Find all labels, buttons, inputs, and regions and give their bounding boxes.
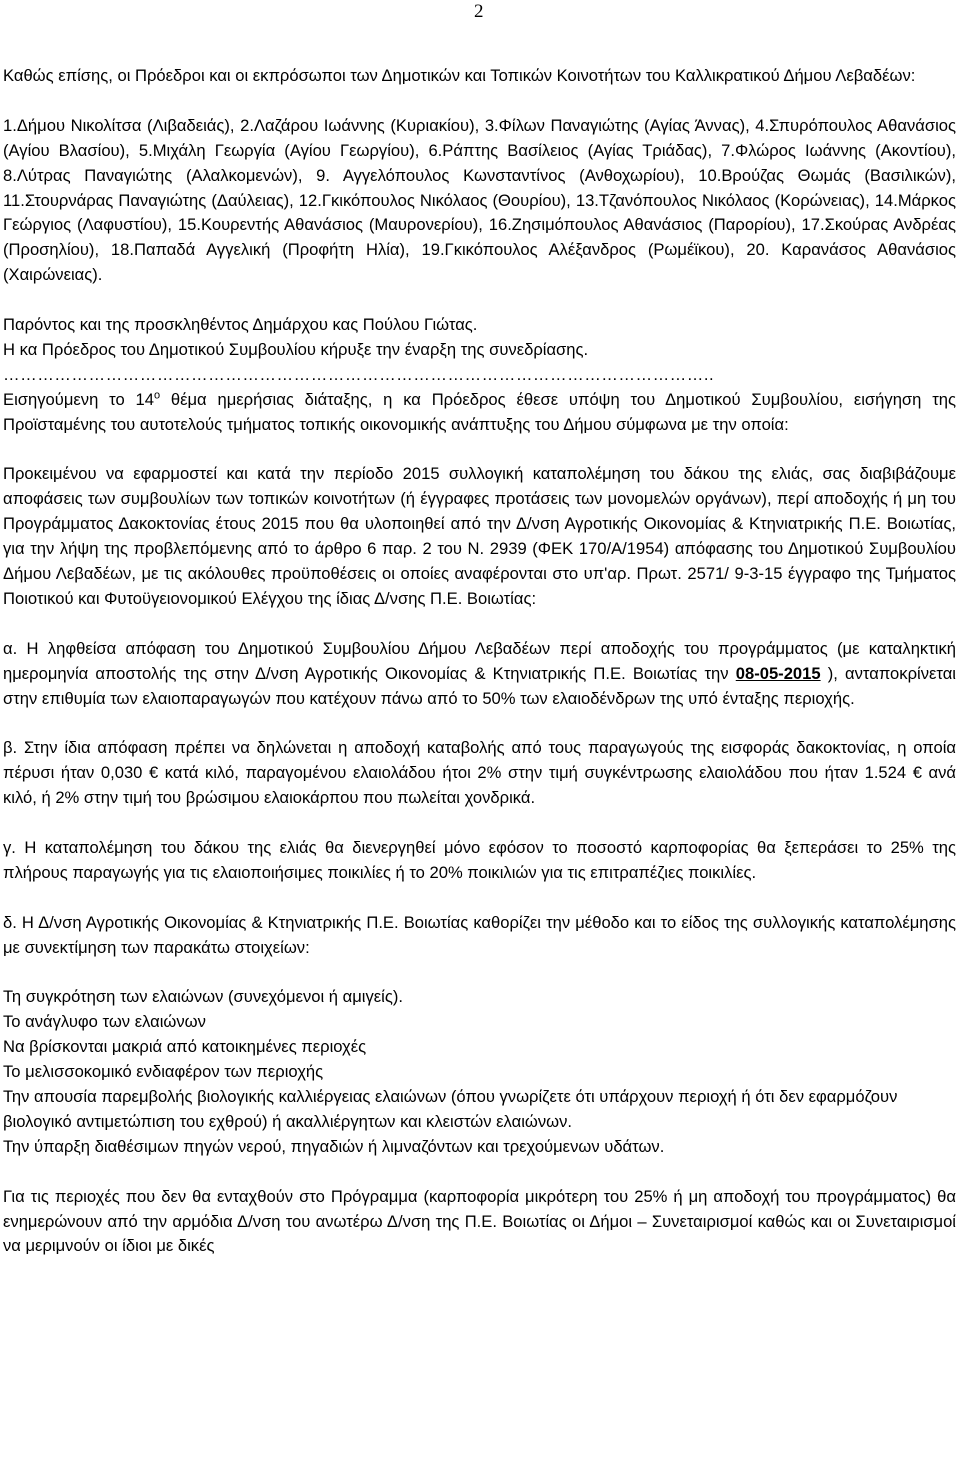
page-number: 2 (474, 1, 484, 22)
document-body (3, 64, 956, 1259)
spacer (3, 886, 956, 911)
topic-text-end: θέμα ημερήσιας διάταξης, η κα Πρόεδρος έθεσε υπόψη του Δημοτικού Συμβουλίου, εισήγηση της Προϊσταμένης του αυτοτελούς τμήματος τοπικής οικονομικής ανάπτυξης του Δήμου σύμφωνα με την οποία: (3, 389, 956, 434)
dots-separator: …………………………………………………………………………………………………………….. (3, 364, 715, 384)
point-a-date: 08-05-2015 (735, 663, 821, 683)
topic-paragraph (3, 388, 956, 438)
attendees-list: 1.Δήμου Νικολίτσα (Λιβαδειάς), 2.Λαζάρου Ιωάννης (Κυριακίου), 3.Φίλων Παναγιώτης (Αγίας Άννας), 4.Σπυρόπουλος Αθανάσιος (Αγίου Βλασίου), 5.Μιχάλη Γεωργία (Αγίου Γεωργίου), 6.Ράπτης Βασίλειος (Αγίας Τριάδας), 7.Φλώρος Ιωάννης (Ακοντίου), 8.Λύτρας Παναγιώτης (Αλαλκομενών), 9. Αγγελόπουλος Κωνσταντίνος (Ανθοχωρίου), 10.Βρούζας Θωμάς (Βασιλικών), 11.Στουρνάρας Παναγιώτης (Δαύλειας), 12.Γκικόπουλος Νικόλαος (Θουρίου), 13.Τζανόπουλος Νικόλαος (Κορώνειας), 14.Μάρκος Γεώργιος (Λαφυστίου), 15.Κουρεντής Αθανάσιος (Μαυρονερίου), 16.Ζησιμόπουλος Αθανάσιος (Παρορίου), 17.Σκούρας Ανδρέας (Προσηλίου), 18.Παπαδά Αγγελική (Προφήτη Ηλία), 19.Γκικόπουλος Αλέξανδρος (Ρωμέϊκου), 20. Καρανάσος Αθανάσιος (Χαιρώνειας). (3, 115, 956, 285)
point-c: γ. Η καταπολέμηση του δάκου της ελιάς θα διενεργηθεί μόνο εφόσον το ποσοστό καρποφορίας θα ξεπεράσει το 25% της πλήρους παραγωγής για τις ελαιοπoιήσιμες ποικιλίες ή το 20% ποικιλιών για τις επιτραπέζιες ποικιλίες. (3, 838, 956, 882)
intro-paragraph: Προκειμένου να εφαρμοστεί και κατά την περίοδο 2015 συλλογική καταπολέμηση του δάκου της ελιάς, σας διαβιβάζουμε αποφάσεις των συμβουλίων των τοπικών κοινοτήτων (ή έγγραφες προτάσεις των μονομελών οργάνων), περί αποδοχής ή μη του Προγράμματος Δακοκτονίας έτους 2015 που θα υλοποιηθεί από την Δ/νση Αγροτικής Οικονομίας & Κτηνιατρικής Π.Ε. Βοιωτίας, για την λήψη της προβλεπόμενης από το άρθρο 6 παρ. 2 του Ν. 2939 (ΦΕΚ 170/Α/1954) απόφασης του Δημοτικού Συμβουλίου Δήμου Λεβαδέων, με τις ακόλουθες προϋποθέσεις οι οποίες αναφέρονται στο υπ'αρ. Πρωτ. 2571/ 9-3-15 έγγραφο της Τμήματος Ποιοτικού και Φυτοϋγειονομικού Ελέγχου της ίδιας Δ/νσης Π.Ε. Βοιωτίας: (3, 464, 956, 608)
spacer (3, 1160, 956, 1185)
topic-ordinal: ο (153, 389, 161, 402)
point-d: δ. Η Δ/νση Αγροτικής Οικονομίας & Κτηνιατρικής Π.Ε. Βοιωτίας καθορίζει την μέθοδο και το είδος της συλλογικής καταπολέμησης με συνεκτίμηση των παρακάτω στοιχείων: (3, 912, 956, 957)
criterion-item: Τη συγκρότηση των ελαιώνων (συνεχόμενοι ή αμιγείς). (3, 987, 403, 1007)
spacer (3, 961, 956, 986)
point-a-text: α. Η ληφθείσα απόφαση του Δημοτικού Συμβουλίου Δήμου Λεβαδέων περί αποδοχής του προγράμματος (με καταληκτική ημερομηνία αποστολής της στην Δ/νση Αγροτικής Οικονομίας & Κτηνιατρικής Π.Ε. Βοιωτίας την (3, 638, 956, 683)
attendees-intro: Καθώς επίσης, οι Πρόεδροι και οι εκπρόσωποι των Δημοτικών και Τοπικών Κοινοτήτων του Καλλικρατικού Δήμου Λεβαδέων: (3, 66, 916, 85)
criterion-item: Το ανάγλυφο των ελαιώνων (3, 1012, 206, 1032)
topic-text-start: Εισηγούμενη το 14 (3, 389, 154, 409)
closing-paragraph: Για τις περιοχές που δεν θα ενταχθούν στο Πρόγραμμα (καρποφορία μικρότερη του 25% ή μη αποδοχή του προγράμματος) θα ενημερώνουν από την αρμόδια Δ/νση του ανωτέρω Δ/νση της Π.Ε. Βοιωτίας οι Δήμοι – Συνεταιρισμοί καθώς και οι Συνεταιρισμοί να μεριμνούν οι ίδιοι με δικές (3, 1186, 956, 1256)
criterion-item: Το μελισσοκομικό ενδιαφέρον των περιοχής (3, 1062, 324, 1082)
mayor-line: Παρόντος και της προσκληθέντος Δημάρχου κας Πούλου Γιώτας. (3, 315, 478, 335)
spacer (3, 438, 956, 463)
criterion-item: Να βρίσκονται μακριά από κατοικημένες περιοχές (3, 1037, 367, 1057)
point-a-text-end: ), ανταποκρίνεται στην επιθυμία των ελαιοπαραγωγών που κατέχουν πάνω από το 50% των ελαιοδένδρων της υπό ένταξης περιοχής. (3, 663, 956, 708)
spacer (3, 612, 956, 637)
criterion-item: Την ύπαρξη διαθέσιμων πηγών νερού, πηγαδιών ή λιμναζόντων και τρεχούμενων υδάτων. (3, 1136, 665, 1156)
spacer (3, 89, 956, 114)
opening-line: Η κα Πρόεδρος του Δημοτικού Συμβουλίου κήρυξε την έναρξη της συνεδρίασης. (3, 339, 589, 359)
criterion-item: Την απουσία παρεμβολής βιολογικής καλλιέργειας ελαιώνων (όπου γνωρίζετε ότι υπάρχουν περιοχή ή ότι δεν εφαρμόζουν βιολογικό αντιμετώπιση του εχθρού) ή ακαλλιέργητων και κλειστών ελαιώνων. (3, 1087, 898, 1131)
spacer (3, 712, 956, 737)
spacer (3, 288, 956, 313)
spacer (3, 811, 956, 836)
point-b: β. Στην ίδια απόφαση πρέπει να δηλώνεται η αποδοχή καταβολής από τους παραγωγούς της εισφοράς δακοκτονίας, η οποία πέρυσι ήταν 0,030 € κατά κιλό, παραγομένου ελαιολάδου ήτοι 2% στην τιμή συγκέντρωσης ελαιολάδου που ήταν 1.524 € ανά κιλό, ή 2% στην τιμή του βρώσιμου ελαιοκάρπου που πωλείται χονδρικά. (3, 738, 956, 808)
point-a (3, 637, 956, 712)
